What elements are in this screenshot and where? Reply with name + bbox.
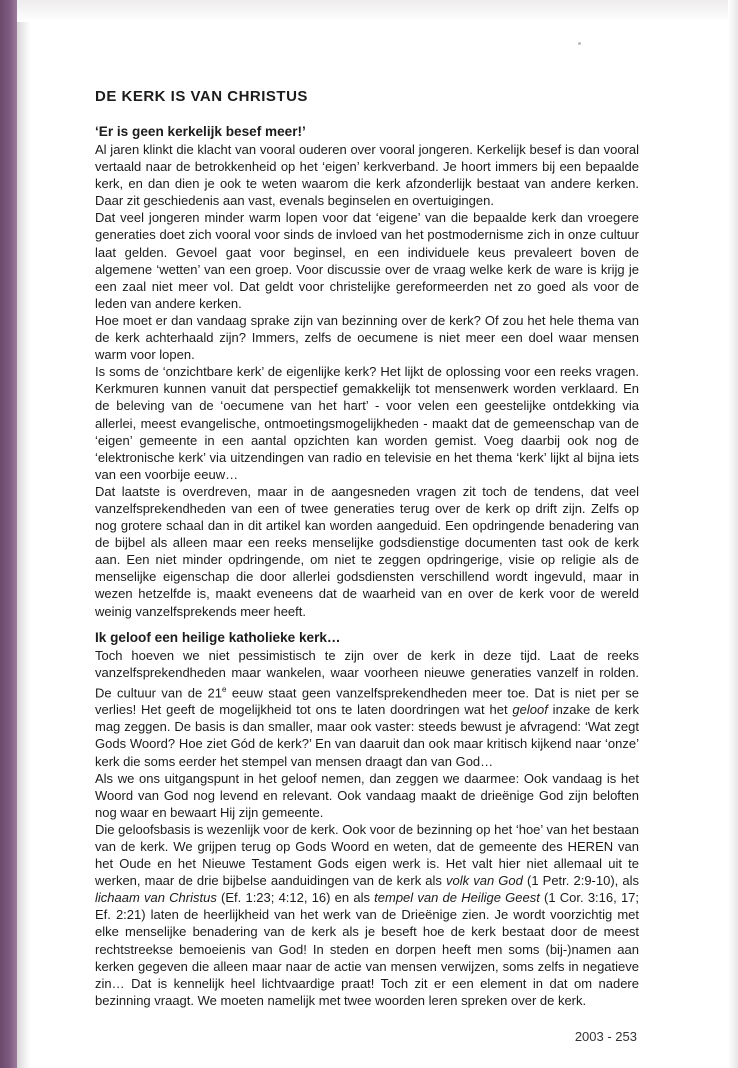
text-run: Toch hoeven we niet pessimistisch te zijn over de kerk in deze tijd. Laat de reeks vanzelfsprekendheden maar wankelen, waar voorheen nieuwe generaties vanzelf in rolden. De cultuur van de 21 <box>95 647 639 701</box>
book-spine <box>0 0 17 1068</box>
paragraph: Dat veel jongeren minder warm lopen voor dat ‘eigene’ van die bepaalde kerk dan vroegere generaties doet zich vooral voor sinds de invloed van het postmodernisme zich in onze cultuur laat gelden. Gevoel gaat voor beginsel, en een individuele keus prevaleert boven de algemene ‘wetten’ van een groep. Voor discussie over de vraag welke kerk de ware is krijg je een zaal niet meer vol. Dat geldt voor christelijke gereformeerden net zo goed als voor de leden van andere kerken. <box>95 210 639 311</box>
paper-speck <box>578 42 581 45</box>
paragraph <box>95 821 639 1009</box>
section-heading-2: Ik geloof een heilige katholieke kerk… <box>95 629 341 645</box>
ordinal-superscript: e <box>222 684 227 694</box>
emphasis: lichaam van Christus <box>95 890 217 906</box>
text-run: (Ef. 1:23; 4:12, 16) en als <box>216 890 375 906</box>
text-run: eeuw staat geen vanzelfsprekendheden meer toe. Dat is niet per se verlies! Het geeft de mogelijkheid tot ons te laten doordringen wat het <box>95 685 639 718</box>
gutter-shadow <box>17 0 31 1068</box>
paragraph: Als we ons uitgangspunt in het geloof nemen, dan zeggen we daarmee: Ook vandaag is het Woord van God nog levend en relevant. Ook vandaag maakt de drieënige God zijn beloften nog waar en bewaart Hij zijn gemeente. <box>95 770 639 820</box>
paragraph: Dat laatste is overdreven, maar in de aangesneden vragen zit toch de tendens, dat veel vanzelfsprekendheden van een of twee generaties terug over de kerk op drift zijn. Zelfs op nog grotere schaal dan in dit artikel kan worden aangeduid. Een opdringende benadering van de bijbel als alleen maar een reeks menselijke godsdienstige documenten tast ook de kerk aan. Een niet minder opdringende, om niet te zeggen opdringerige, visie op religie als de menselijke eigenschap die door allerlei godsdiensten verschillend wordt ingevuld, maar in wezen hetzelfde is, maakt eveneens dat de waarheid van en over de kerk voor de wereld weinig vanzelfsprekends meer heeft. <box>95 483 639 619</box>
paragraph: Hoe moet er dan vandaag sprake zijn van bezinning over de kerk? Of zou het hele thema van de kerk achterhaald zijn? Immers, zelfs de oecumene is niet meer een doel waar mensen warm voor lopen. <box>95 312 639 363</box>
paragraph: Al jaren klinkt die klacht van vooral ouderen over vooral jongeren. Kerkelijk besef is dan vooral vertaald naar de betrokkenheid op het ‘eigen’ kerkverband. Je hoort immers bij een bepaalde kerk, en dan dien je ook te weten waarom die kerk afzonderlijk bestaat van andere kerken. Daar zit geschiedenis aan vast, evenals beginselen en overtuigingen. <box>95 142 639 209</box>
text-run: (1 Petr. 2:9-10), als <box>522 873 640 889</box>
page-right-edge <box>728 0 738 1068</box>
page-top-edge <box>17 0 738 22</box>
emphasis: volk van God <box>446 873 523 889</box>
page-number: 2003 - 253 <box>574 1029 637 1044</box>
article-title: DE KERK IS VAN CHRISTUS <box>95 88 308 105</box>
text-run: inzake de kerk mag zeggen. De basis is dan smaller, maar ook vaster: steeds bewust je afvragend: ‘Wat zegt Gods Woord? Hoe ziet Gód de kerk?’ En van daaruit dan ook maar kritisch kijkend naar ‘onze’ kerk die soms eerder het stempel van mensen draagt dan van God… <box>95 702 639 769</box>
emphasis: tempel van de Heilige Geest <box>374 890 540 906</box>
section-heading-1: ‘Er is geen kerkelijk besef meer!’ <box>95 124 306 139</box>
paragraph <box>95 647 639 770</box>
text-run: Die geloofsbasis is wezenlijk voor de kerk. Ook voor de bezinning op het ‘hoe’ van het bestaan van de kerk. We grijpen terug op Gods Woord en weten, dat de gemeente des HEREN van het Oude en het Nieuwe Testament Gods eigen werk is. Het valt hier niet allemaal uit te werken, maar de drie bijbelse aanduidingen van de kerk als <box>95 821 639 889</box>
emphasis: geloof <box>512 702 548 718</box>
text-run: (1 Cor. 3:16, 17; Ef. 2:21) laten de heerlijkheid van het werk van de Drieënige zien. Je wordt voorzichtig met elke menselijke benadering van de kerk als je beseft hoe de kerk bestaat door de meest rechtstreekse bemoeienis van God! In steden en dorpen heeft men soms (bij-)namen aan kerken gegeven die alleen maar naar de actie van mensen verwijzen, soms zelfs in negatieve zin… Dat is kennelijk heel lichtvaardige praat! Toch zit er een element in dat om nadere bezinning vraagt. We moeten namelijk met twee woorden leren spreken over de kerk. <box>95 890 640 1008</box>
paragraph: Is soms de ‘onzichtbare kerk’ de eigenlijke kerk? Het lijkt de oplossing voor een reeks vragen. Kerkmuren kunnen vanuit dat perspectief gemakkelijk tot mensenwerk worden verklaard. En de beleving van de ‘oecumene van het hart’ - voor velen een geestelijke ontdekking via allerlei, meest evangelische, ontmoetingsmogelijkheden - maakt dat de gemeenschap van de ‘eigen’ gemeente in een aantal opzichten kan worden gemist. Voeg daarbij ook nog de ‘elektronische kerk’ via uitzendingen van radio en televisie en het thema ‘kerk’ lijkt al bijna iets van een voorbije eeuw… <box>95 364 639 482</box>
article <box>95 88 639 1009</box>
